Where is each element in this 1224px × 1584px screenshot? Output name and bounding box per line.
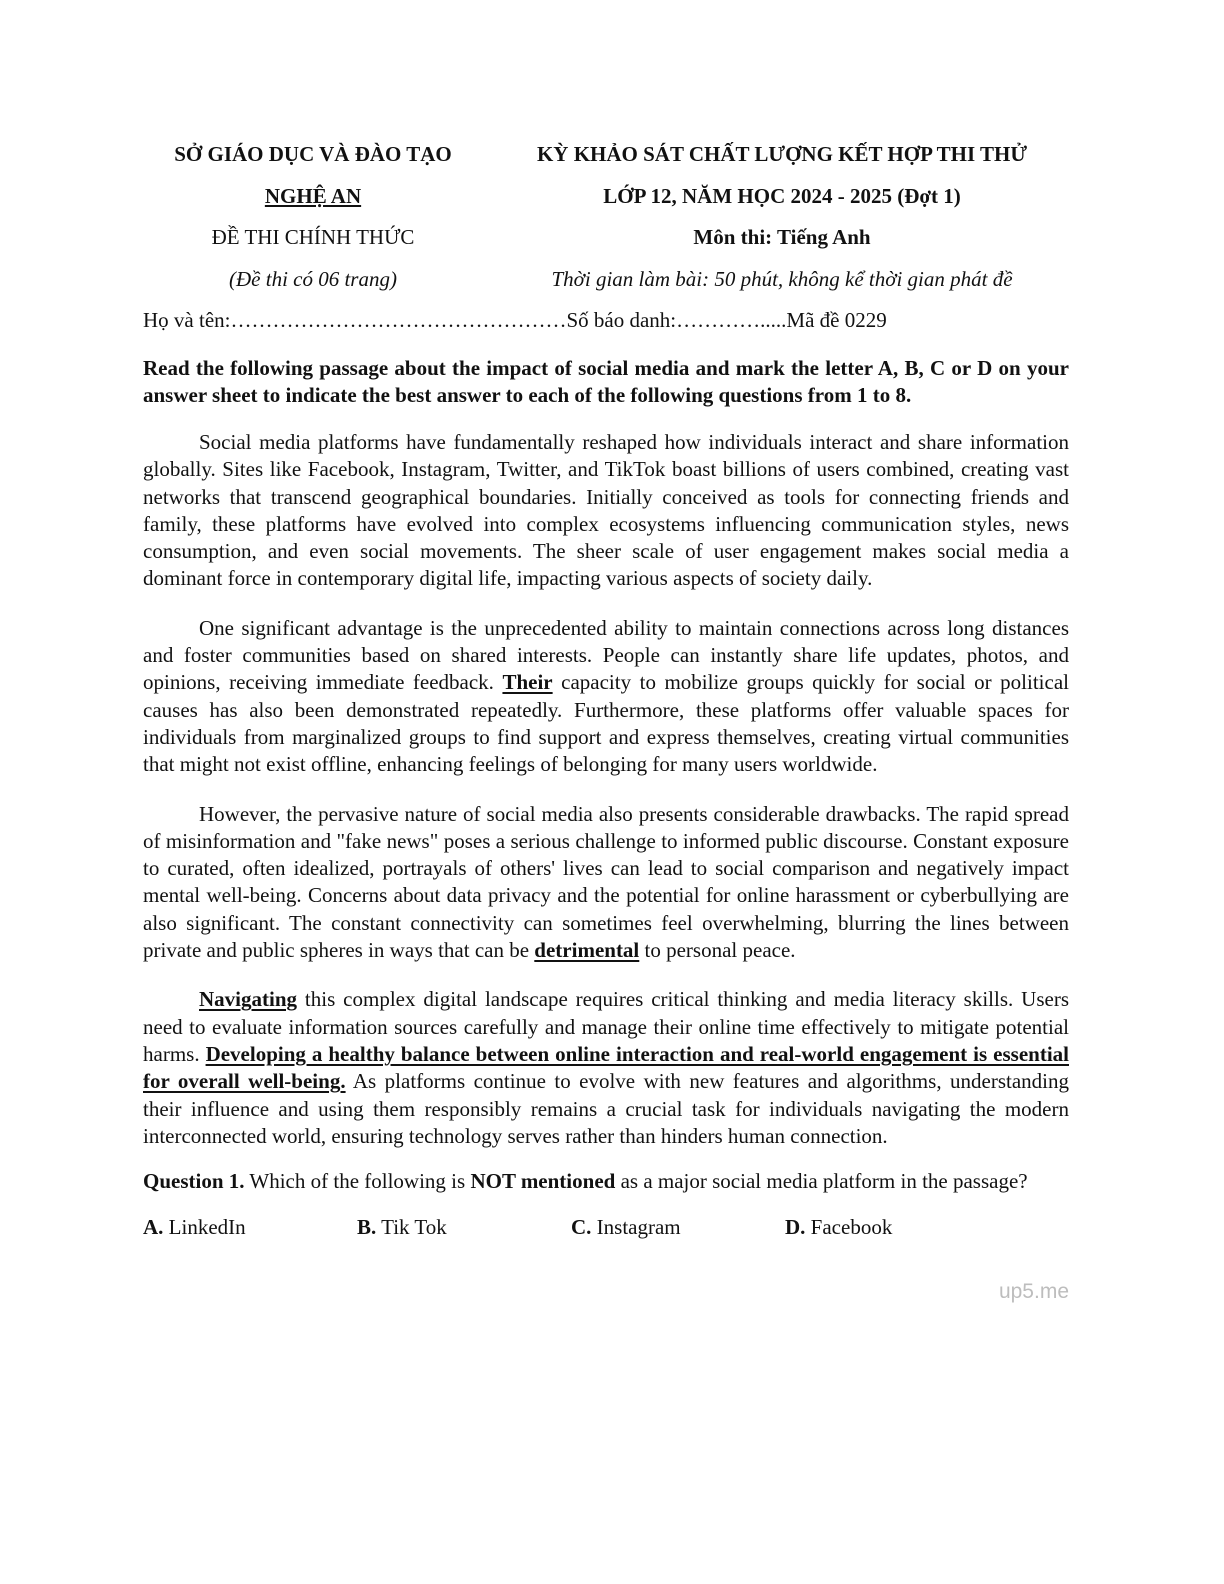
exam-title: KỲ KHẢO SÁT CHẤT LƯỢNG KẾT HỢP THI THỬ [536,142,1028,166]
question-1 [143,1168,1069,1195]
watermark: up5.me [998,1280,1069,1304]
option-letter: A. [143,1215,164,1240]
candidate-info-line [143,308,887,333]
candidate-number-field: Số báo danh:………….. [566,308,771,332]
option-letter: C. [571,1215,592,1240]
passage-paragraph-3 [143,801,1069,965]
p4-text-1: this complex digital landscape requires critical thinking and media literacy skills. Users need to evaluate information sources carefully and manage their online time effectively to mitigate potential harms. [143,987,1069,1066]
option-text: LinkedIn [163,1215,246,1240]
option-a[interactable] [143,1215,357,1240]
question-text-2: as a major social media platform in the passage? [615,1169,1028,1194]
grade-year: LỚP 12, NĂM HỌC 2024 - 2025 (Đợt 1) [603,184,961,208]
question-label: Question 1. [143,1169,245,1194]
p2-text-2: capacity to mobilize groups quickly for social or political causes has also been demonstrated repeatedly. Furthermore, these platforms offer valuable spaces for individuals from marginalized groups to find support and express themselves, creating virtual communities that might not exist offline, enhancing feelings of belonging for many users worldwide. [143,670,1069,777]
option-text: Tik Tok [376,1215,447,1240]
option-c[interactable] [571,1215,785,1240]
option-text: Facebook [805,1215,893,1240]
p4-text-2: As platforms continue to evolve with new features and algorithms, understanding their influence and using them responsibly remains a crucial task for individuals navigating the modern interconnected world, ensuring technology serves rather than hinders human connection. [143,1069,1069,1148]
option-letter: B. [357,1215,377,1240]
page-count: (Đề thi có 06 trang) [229,267,397,291]
highlight-navigating: Navigating [199,987,298,1012]
candidate-name-field: Họ và tên:………………………………………… [143,308,567,332]
p2-text-1: One significant advantage is the unprecedented ability to maintain connections across long distances and foster communities based on shared interests. People can instantly share life updates, photos, and opinions, receiving immediate feedback. [143,615,1069,695]
passage-paragraph-4 [143,986,1069,1150]
time-limit: Thời gian làm bài: 50 phút, không kể thời gian phát đề [551,267,1013,291]
question-1-options [143,1215,1069,1240]
p3-text-1: However, the pervasive nature of social media also presents considerable drawbacks. The rapid spread of misinformation and "fake news" poses a serious challenge to informed public discourse. Constant exposure to curated, often idealized, portrayals of others' lives can lead to social comparison and negatively impact mental well-being. Concerns about data privacy and the potential for online harassment or cyberbullying are also significant. The constant connectivity can sometimes feel overwhelming, blurring the lines between private and public spheres in ways that can be [143,801,1069,963]
exam-header [143,130,1069,340]
option-b[interactable] [357,1215,571,1240]
option-text: Instagram [591,1215,681,1240]
highlight-detrimental: detrimental [534,938,640,963]
province-label: NGHỆ AN [264,184,362,208]
province-name [143,184,483,209]
option-letter: D. [785,1215,806,1240]
p3-text-2: to personal peace. [639,938,796,963]
question-text-1: Which of the following is [244,1169,471,1194]
section-instruction: Read the following passage about the impact of social media and mark the letter A, B, C or D on your answer sheet to indicate the best answer to each of the following questions from 1 to 8. [143,356,1069,407]
page-content [143,130,1069,1304]
exam-code: ...Mã đề 0229 [770,308,887,332]
highlight-sentence: Developing a healthy balance between online interaction and real-world engagement is essential for overall well-being. [143,1041,1069,1094]
passage-paragraph-2 [143,615,1069,779]
department-name: SỞ GIÁO DỤC VÀ ĐÀO TẠO [174,142,452,166]
highlight-their: Their [502,670,553,695]
question-emphasis: NOT mentioned [470,1169,616,1194]
passage-paragraph-1: Social media platforms have fundamentally reshaped how individuals interact and share information globally. Sites like Facebook, Instagram, Twitter, and TikTok boast billions of users combined, creating vast networks that transcend geographical boundaries. Initially conceived as tools for connecting friends and family, these platforms have evolved into complex ecosystems influencing communication styles, news consumption, and even social movements. The sheer scale of user engagement makes social media a dominant force in contemporary digital life, impacting various aspects of society daily. [143,430,1069,591]
official-label: ĐỀ THI CHÍNH THỨC [211,225,415,249]
option-d[interactable] [785,1215,999,1240]
subject-label: Môn thi: Tiếng Anh [693,225,871,249]
